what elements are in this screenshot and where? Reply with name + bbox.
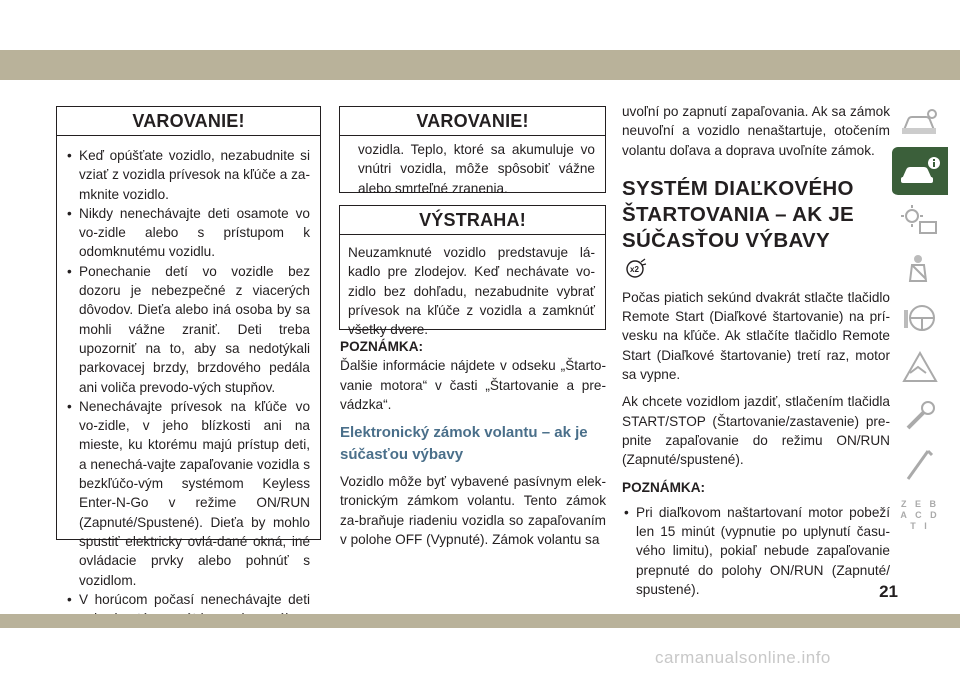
remote-x2-icon bbox=[624, 258, 890, 282]
bottom-band bbox=[0, 614, 960, 628]
column-3-text bbox=[622, 102, 890, 599]
caution-title: VÝSTRAHA! bbox=[340, 206, 605, 235]
warning-list bbox=[57, 136, 320, 628]
tab-hazard[interactable] bbox=[892, 343, 948, 392]
body-paragraph: Vozidlo môže byť vybavené pasívnym elek-tronickým zámkom volantu. Tento zámok za-braňuje riadeniu vozidla so zapaľovaním v polohe OFF (Vypnuté). Zámok volantu sa bbox=[340, 474, 606, 548]
hazard-triangle-icon bbox=[898, 349, 942, 385]
body-paragraph: Počas piatich sekúnd dvakrát stlačte tlačidlo Remote Start (Diaľkové štartovanie) na prí-vesku na kľúče. Ak stlačíte tlačidlo Remote Start (Diaľkové štartovanie) tretí raz, motor sa vypne. bbox=[622, 289, 890, 383]
tab-index[interactable] bbox=[892, 490, 948, 541]
tab-service[interactable] bbox=[892, 392, 948, 441]
warning-title: VAROVANIE! bbox=[340, 107, 605, 136]
warning-item: • Ponechanie detí vo vozidle bez dozoru je nebezpečné z viacerých dôvodov. Dieťa alebo iná osoba by sa mohli vážne zraniť. Deti treba upozorniť na to, aby sa nedotýkali parkovacej brzdy, brzdového pedála ani voliča prevodo-vých stupňov. bbox=[65, 262, 310, 397]
tab-car-key[interactable] bbox=[892, 98, 948, 147]
caution-text: Neuzamknuté vozidlo predstavuje lá-kadlo pre zlodejov. Keď nechávate vo-zidlo bez dohľadu, nezabudnite vybrať prívesok na kľúče z vozidla a zamknúť všetky dvere. bbox=[348, 245, 595, 338]
top-band bbox=[0, 50, 960, 80]
warning-lights-icon bbox=[898, 202, 942, 238]
note-item: • Pri diaľkovom naštartovaní motor pobeží len 15 minút (vypnutie po uplynutí času-vého limitu), pokiaľ nebude zapaľovanie prepnuté do polohy ON/RUN (Zapnuté/ spustené). bbox=[622, 503, 890, 599]
tab-steering[interactable] bbox=[892, 294, 948, 343]
warning-box-continued bbox=[339, 106, 606, 196]
warning-item: • V horúcom počasí nenechávajte deti bbox=[65, 590, 310, 629]
wrench-icon bbox=[898, 398, 942, 434]
warning-title: VAROVANIE! bbox=[57, 107, 320, 136]
seatbelt-icon bbox=[898, 251, 942, 287]
tab-warning-lights[interactable] bbox=[892, 196, 948, 245]
remote-x2-label: x2 bbox=[630, 264, 639, 274]
warning-text: vozidla. Teplo, ktoré sa akumuluje vo vnútri vozidla, môže spôsobiť vážne alebo smrteľné zranenia. bbox=[358, 142, 595, 196]
specifications-icon bbox=[898, 447, 942, 483]
body-paragraph: Ak chcete vozidlom jazdiť, stlačením tlačidla START/STOP (Štartovanie/zastavenie) pre-pnite zapaľovanie do režimu ON/RUN (Zapnuté/spustené). bbox=[622, 394, 890, 468]
note-list bbox=[622, 503, 890, 599]
note-text: Ďalšie informácie nájdete v odseku „Štarto-vanie motora“ v časti „Štartovanie a pre-vádzka“. bbox=[340, 358, 606, 412]
car-info-icon bbox=[898, 153, 942, 189]
warning-item: • Keď opúšťate vozidlo, nezabudnite si vziať z vozidla prívesok na kľúče a za-mknite vozidlo. bbox=[65, 146, 310, 204]
tab-seatbelt[interactable] bbox=[892, 245, 948, 294]
intro-paragraph: uvoľní po zapnutí zapaľovania. Ak sa zámok neuvoľní a vozidlo nenaštartuje, otočením volantu doľava a doprava uvoľníte zámok. bbox=[622, 104, 890, 158]
tab-car-info[interactable] bbox=[892, 147, 948, 196]
warning-box bbox=[56, 106, 321, 607]
section-subheading: Elektronický zámok volantu – ak je súčasťou výbavy bbox=[340, 424, 588, 464]
watermark: carmanualsonline.info bbox=[655, 648, 831, 667]
car-key-icon bbox=[898, 104, 942, 140]
warning-item: • Nikdy nenechávajte deti osamote vo vo-zidle alebo s prístupom k odomknutému vozidlu. bbox=[65, 204, 310, 262]
caution-box bbox=[339, 205, 606, 338]
column-2-text bbox=[340, 337, 606, 549]
page-number: 21 bbox=[879, 582, 898, 601]
tab-specifications[interactable] bbox=[892, 441, 948, 490]
section-heading: SYSTÉM DIAĽKOVÉHO ŠTARTOVANIA – AK JE SÚČASŤOU VÝBAVY bbox=[622, 176, 854, 252]
note-label: POZNÁMKA: bbox=[622, 479, 706, 495]
warning-item: • Nenechávajte prívesok na kľúče vo vo-zidle, v jeho blízkosti ani na mieste, ku ktorému majú prístup deti, a nenechá-vajte zapaľovanie vozidla s bezkľúčo-vým systémom Keyless Enter-N-Go v režime ON/RUN (Zapnuté/Spustené). Dieťa by mohlo spustiť elektricky ovlá-dané okná, iné ovládacie prvky alebo pohnúť s vozidlom. bbox=[65, 397, 310, 590]
steering-wheel-icon bbox=[898, 300, 942, 336]
note-label: POZNÁMKA: bbox=[340, 339, 424, 354]
chapter-tabs bbox=[892, 98, 948, 541]
index-az-icon: Z E B A C D T I bbox=[900, 498, 940, 531]
